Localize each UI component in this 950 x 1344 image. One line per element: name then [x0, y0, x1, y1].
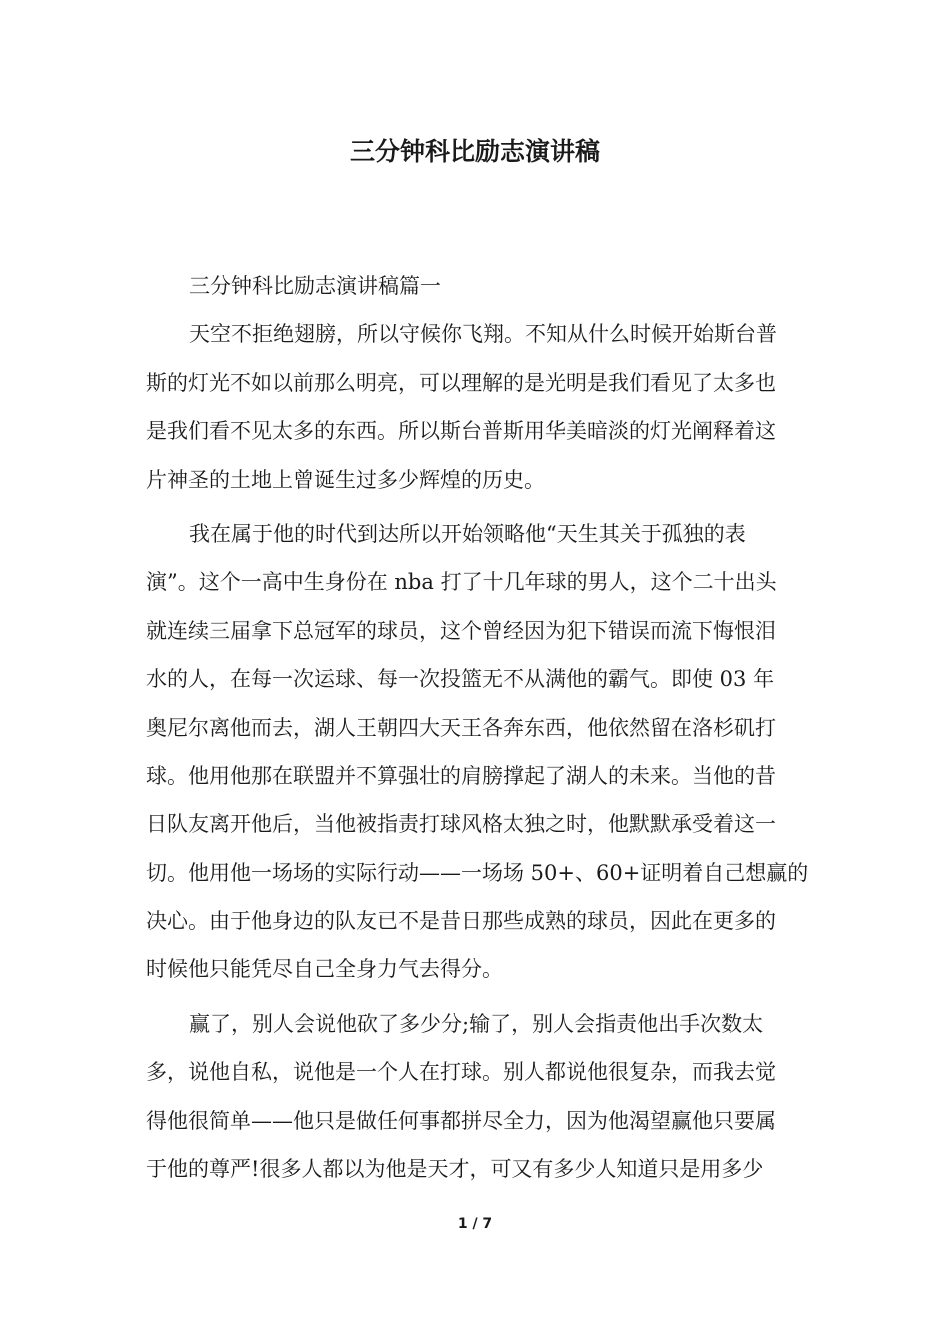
paragraph-line: 片神圣的土地上曾诞生过多少辉煌的历史。 — [146, 467, 545, 492]
paragraph-3 — [146, 1000, 810, 1194]
page-indicator: 1 / 7 — [457, 1216, 493, 1232]
paragraph-line: 多，说他自私，说他是一个人在打球。别人都说他很复杂，而我去觉 — [146, 1060, 776, 1085]
paragraph-line: 决心。由于他身边的队友已不是昔日那些成熟的球员，因此在更多的 — [146, 909, 776, 934]
paragraph-1 — [146, 310, 810, 504]
paragraph-2 — [146, 510, 810, 994]
paragraph-line: 演”。这个一高中生身份在 nba 打了十几年球的男人，这个二十出头 — [146, 570, 777, 595]
paragraph-line: 切。他用他一场场的实际行动——一场场 50+、60+证明着自己想赢的 — [146, 860, 809, 885]
paragraph-line: 日队友离开他后，当他被指责打球风格太独之时，他默默承受着这一 — [146, 812, 776, 837]
paragraph-line: 于他的尊严!很多人都以为他是天才，可又有多少人知道只是用多少 — [146, 1157, 764, 1182]
paragraph-line: 我在属于他的时代到达所以开始领略他“天生其关于孤独的表 — [189, 521, 746, 546]
document-body — [146, 262, 810, 1193]
paragraph-line: 水的人，在每一次运球、每一次投篮无不从满他的霸气。即使 03 年 — [146, 667, 775, 692]
document-title: 三分钟科比励志演讲稿 — [349, 137, 600, 166]
paragraph-line: 是我们看不见太多的东西。所以斯台普斯用华美暗淡的灯光阐释着这 — [146, 419, 776, 444]
paragraph-line: 赢了，别人会说他砍了多少分;输了，别人会指责他出手次数太 — [189, 1011, 764, 1036]
paragraph-line: 时候他只能凭尽自己全身力气去得分。 — [146, 957, 503, 982]
paragraph-line: 球。他用他那在联盟并不算强壮的肩膀撑起了湖人的未来。当他的昔 — [146, 763, 776, 788]
paragraph-line: 得他很简单——他只是做任何事都拼尽全力，因为他渴望赢他只要属 — [146, 1108, 776, 1133]
paragraph-line: 奥尼尔离他而去，湖人王朝四大天王各奔东西，他依然留在洛杉矶打 — [146, 715, 776, 740]
section-heading: 三分钟科比励志演讲稿篇一 — [189, 274, 441, 298]
paragraph-line: 就连续三届拿下总冠军的球员，这个曾经因为犯下错误而流下悔恨泪 — [146, 618, 776, 643]
paragraph-line: 天空不拒绝翅膀，所以守候你飞翔。不知从什么时候开始斯台普 — [189, 322, 777, 347]
paragraph-line: 斯的灯光不如以前那么明亮，可以理解的是光明是我们看见了太多也 — [146, 370, 776, 395]
